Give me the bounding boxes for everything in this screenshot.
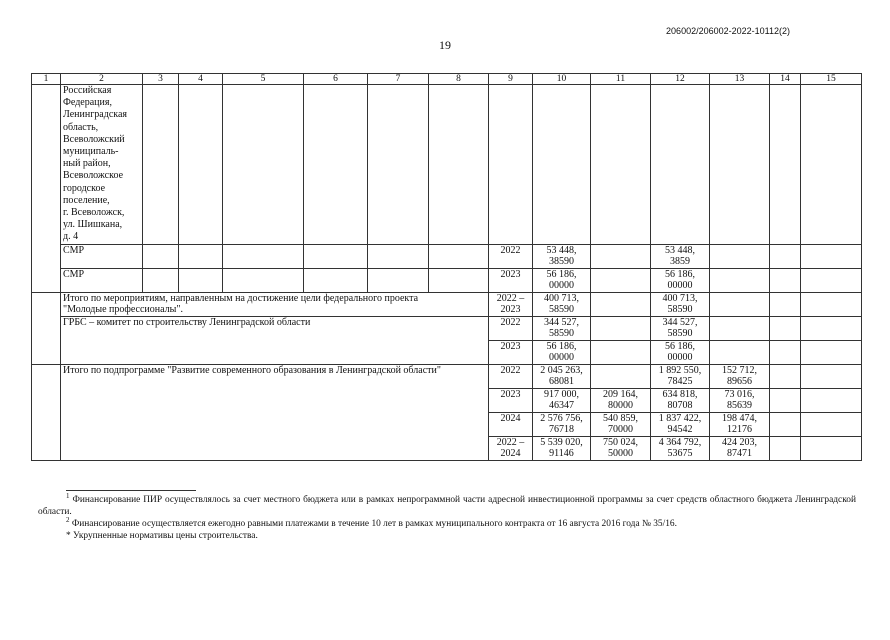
amount-cell (591, 388, 651, 412)
table-cell (429, 85, 489, 245)
table-cell (801, 268, 862, 292)
amount-cell (533, 412, 591, 436)
amount-line: 58590 (667, 304, 693, 316)
amount-line: 00000 (667, 352, 693, 364)
amount-cell (533, 268, 591, 292)
amount-cell (651, 436, 710, 460)
table-row (32, 364, 862, 388)
table-cell (223, 268, 304, 292)
year-cell: 2023 (489, 340, 533, 364)
address-line: Федерация, (63, 97, 112, 109)
amount-cell (591, 436, 651, 460)
address-line: д. 4 (63, 231, 79, 243)
amount-cell (710, 412, 770, 436)
grbs-label: ГРБС – комитет по строительству Ленинградской области (61, 316, 489, 364)
year-cell: 2022 (489, 244, 533, 268)
table-cell (32, 364, 61, 460)
table-cell (710, 244, 770, 268)
footnote-text: Финансирование ПИР осуществлялось за счет местного бюджета или в рамках непрограммной части адресной инвестиционной программы за счет средств областного бюджета Ленинградской области. (38, 495, 856, 517)
footnote (38, 515, 856, 530)
table-cell (368, 85, 429, 245)
table-cell (143, 244, 179, 268)
amount-line: 53 448, (546, 244, 577, 256)
address-line: область, (63, 121, 99, 133)
table-cell (591, 316, 651, 340)
year-line: 2023 (500, 304, 521, 316)
column-header: 9 (489, 74, 533, 85)
amount-line: 198 474, (722, 412, 757, 424)
amount-line: 424 203, (722, 436, 757, 448)
label-line: "Молодые профессионалы". (63, 304, 183, 316)
amount-cell (710, 388, 770, 412)
table-cell (304, 85, 368, 245)
amount-line: 634 818, (662, 388, 698, 400)
table-cell (801, 364, 862, 388)
table-cell (32, 292, 61, 364)
amount-line: 46347 (549, 400, 574, 412)
amount-line: 00000 (549, 280, 574, 292)
year-cell (489, 388, 533, 412)
year-line: 2023 (500, 388, 521, 400)
amount-line: 89656 (727, 376, 752, 388)
amount-line: 5 539 020, (540, 436, 583, 448)
year-line: 2024 (500, 412, 521, 424)
amount-line: 56 186, (546, 268, 577, 280)
address-line: городское (63, 182, 106, 194)
amount-cell (533, 340, 591, 364)
table-cell (710, 85, 770, 245)
table-cell (801, 436, 862, 460)
amount-cell (533, 244, 591, 268)
footnote (38, 530, 856, 542)
table-row (32, 292, 862, 316)
amount-line: 58590 (667, 328, 693, 340)
amount-cell (591, 364, 651, 388)
table-cell (770, 364, 801, 388)
table-cell (429, 268, 489, 292)
project-total-label (61, 292, 489, 316)
table-cell (591, 268, 651, 292)
amount-line: 344 527, (662, 316, 698, 328)
address-line: Ленинградская (63, 109, 128, 121)
table-cell (770, 85, 801, 245)
amount-line: 85639 (727, 400, 752, 412)
year-line: 2022 – (496, 292, 525, 304)
table-cell (710, 292, 770, 316)
amount-cell (651, 268, 710, 292)
amount-cell (651, 292, 710, 316)
year-cell (489, 292, 533, 316)
amount-line: 73 016, (724, 388, 755, 400)
address-line: ный район, (63, 158, 111, 170)
column-header: 8 (429, 74, 489, 85)
year-cell (489, 412, 533, 436)
amount-cell (651, 316, 710, 340)
address-line: Российская (63, 85, 112, 96)
amount-line: 56 186, (665, 340, 695, 352)
table-cell (591, 292, 651, 316)
table-cell (489, 85, 533, 245)
amount-line: 76718 (549, 424, 574, 436)
table-cell (368, 268, 429, 292)
table-cell (368, 244, 429, 268)
table-row (32, 244, 862, 268)
amount-line: 38590 (549, 256, 574, 268)
table-cell (801, 316, 862, 340)
amount-line: 58590 (549, 304, 574, 316)
object-address-cell (61, 85, 143, 245)
column-header: 6 (304, 74, 368, 85)
table-cell (801, 85, 862, 245)
page-number: 19 (439, 38, 451, 52)
amount-line: 68081 (549, 376, 574, 388)
amount-line: 2 576 756, (540, 412, 583, 424)
address-line: Всеволожское (63, 170, 124, 182)
table-cell (770, 244, 801, 268)
column-header: 2 (61, 74, 143, 85)
column-header: 5 (223, 74, 304, 85)
work-type-cell: СМР (61, 268, 143, 292)
amount-line: 87471 (727, 448, 752, 460)
table-cell (770, 340, 801, 364)
amount-line: 2 045 263, (540, 364, 583, 376)
address-line: ул. Шишкана, (63, 219, 123, 231)
column-number-row (32, 74, 862, 85)
amount-line: 91146 (549, 448, 574, 460)
footnote-divider (66, 490, 196, 491)
table-row (32, 268, 862, 292)
table-cell (533, 85, 591, 245)
column-header: 10 (533, 74, 591, 85)
table-cell (591, 244, 651, 268)
table-cell (591, 85, 651, 245)
work-type-cell: СМР (61, 244, 143, 268)
amount-line: 344 527, (544, 316, 579, 328)
table-cell (801, 292, 862, 316)
amount-line: 917 000, (544, 388, 579, 400)
column-header: 13 (710, 74, 770, 85)
table-cell (770, 436, 801, 460)
table-cell (179, 85, 223, 245)
amount-line: 53 448, (665, 244, 695, 256)
amount-line: 4 364 792, (658, 436, 702, 448)
amount-line: 750 024, (603, 436, 638, 448)
table-cell (223, 85, 304, 245)
amount-line: 70000 (608, 424, 633, 436)
footnotes (38, 490, 856, 542)
table-cell (710, 316, 770, 340)
amount-line: 56 186, (665, 268, 695, 280)
footnote (38, 491, 856, 518)
column-header: 12 (651, 74, 710, 85)
amount-line: 50000 (608, 448, 633, 460)
column-header: 3 (143, 74, 179, 85)
amount-cell (651, 244, 710, 268)
table-row (32, 85, 862, 245)
subprogram-total-label: Итого по подпрограмме "Развитие современного образования в Ленинградской области" (61, 364, 489, 460)
amount-line: 209 164, (603, 388, 638, 400)
table-cell (770, 412, 801, 436)
amount-cell (533, 388, 591, 412)
table-cell (801, 244, 862, 268)
column-header: 1 (32, 74, 61, 85)
column-header: 11 (591, 74, 651, 85)
table-cell (32, 85, 61, 293)
amount-line: 00000 (667, 280, 693, 292)
amount-line: 56 186, (546, 340, 577, 352)
table-cell (223, 244, 304, 268)
amount-cell (651, 412, 710, 436)
amount-line: 12176 (727, 424, 752, 436)
amount-line: 1 892 550, (658, 364, 702, 376)
footnote-text: * Укрупненные нормативы цены строительства. (66, 531, 258, 541)
year-line: 2022 (500, 364, 521, 376)
table-cell (710, 340, 770, 364)
table-cell (770, 316, 801, 340)
year-cell: 2023 (489, 268, 533, 292)
amount-cell (651, 388, 710, 412)
table-cell (770, 268, 801, 292)
table-cell (143, 268, 179, 292)
amount-cell (591, 412, 651, 436)
footnote-mark: 1 (66, 491, 70, 500)
table-cell (801, 340, 862, 364)
year-line: 2022 – (496, 436, 525, 448)
document-id: 206002/206002-2022-10112(2) (666, 26, 790, 36)
year-line: 2024 (500, 448, 521, 460)
column-header: 4 (179, 74, 223, 85)
table-cell (143, 85, 179, 245)
amount-line: 94542 (667, 424, 693, 436)
year-cell: 2022 (489, 316, 533, 340)
amount-cell (651, 364, 710, 388)
amount-line: 58590 (549, 328, 574, 340)
amount-line: 1 837 422, (658, 412, 702, 424)
amount-line: 53675 (667, 448, 693, 460)
amount-line: 78425 (667, 376, 693, 388)
amount-cell (710, 364, 770, 388)
table-cell (770, 388, 801, 412)
amount-cell (533, 292, 591, 316)
table-cell (304, 268, 368, 292)
address-line: Всеволожский (63, 133, 125, 145)
amount-cell (533, 364, 591, 388)
amount-line: 400 713, (662, 292, 698, 304)
table-cell (304, 244, 368, 268)
address-line: г. Всеволожск, (63, 207, 125, 219)
footnote-text: Финансирование осуществляется ежегодно равными платежами в течение 10 лет в рамках муниципального контракта от 16 августа 2016 года № 35/16. (69, 519, 677, 529)
amount-line: 3859 (670, 256, 690, 268)
table-cell (710, 268, 770, 292)
label-line: Итого по мероприятиям, направленным на достижение цели федерального проекта (63, 292, 419, 304)
table-cell (179, 268, 223, 292)
amount-line: 400 713, (544, 292, 579, 304)
amount-cell (710, 436, 770, 460)
amount-line: 152 712, (722, 364, 757, 376)
table-cell (801, 412, 862, 436)
amount-cell (651, 340, 710, 364)
amount-line: 540 859, (603, 412, 638, 424)
table-cell (591, 340, 651, 364)
table-row (32, 316, 862, 340)
year-cell (489, 436, 533, 460)
column-header: 14 (770, 74, 801, 85)
amount-line: 80000 (608, 400, 633, 412)
table-cell (651, 85, 710, 245)
amount-line: 80708 (667, 400, 693, 412)
amount-cell (533, 436, 591, 460)
table-cell (179, 244, 223, 268)
table-cell (429, 244, 489, 268)
footnote-mark: 2 (66, 515, 70, 524)
table-cell (801, 388, 862, 412)
amount-cell (533, 316, 591, 340)
financing-table (31, 73, 862, 461)
year-cell (489, 364, 533, 388)
column-header: 15 (801, 74, 862, 85)
address-line: муниципаль- (63, 146, 119, 158)
amount-line: 00000 (549, 352, 574, 364)
address-line: поселение, (63, 194, 110, 206)
column-header: 7 (368, 74, 429, 85)
table-cell (770, 292, 801, 316)
